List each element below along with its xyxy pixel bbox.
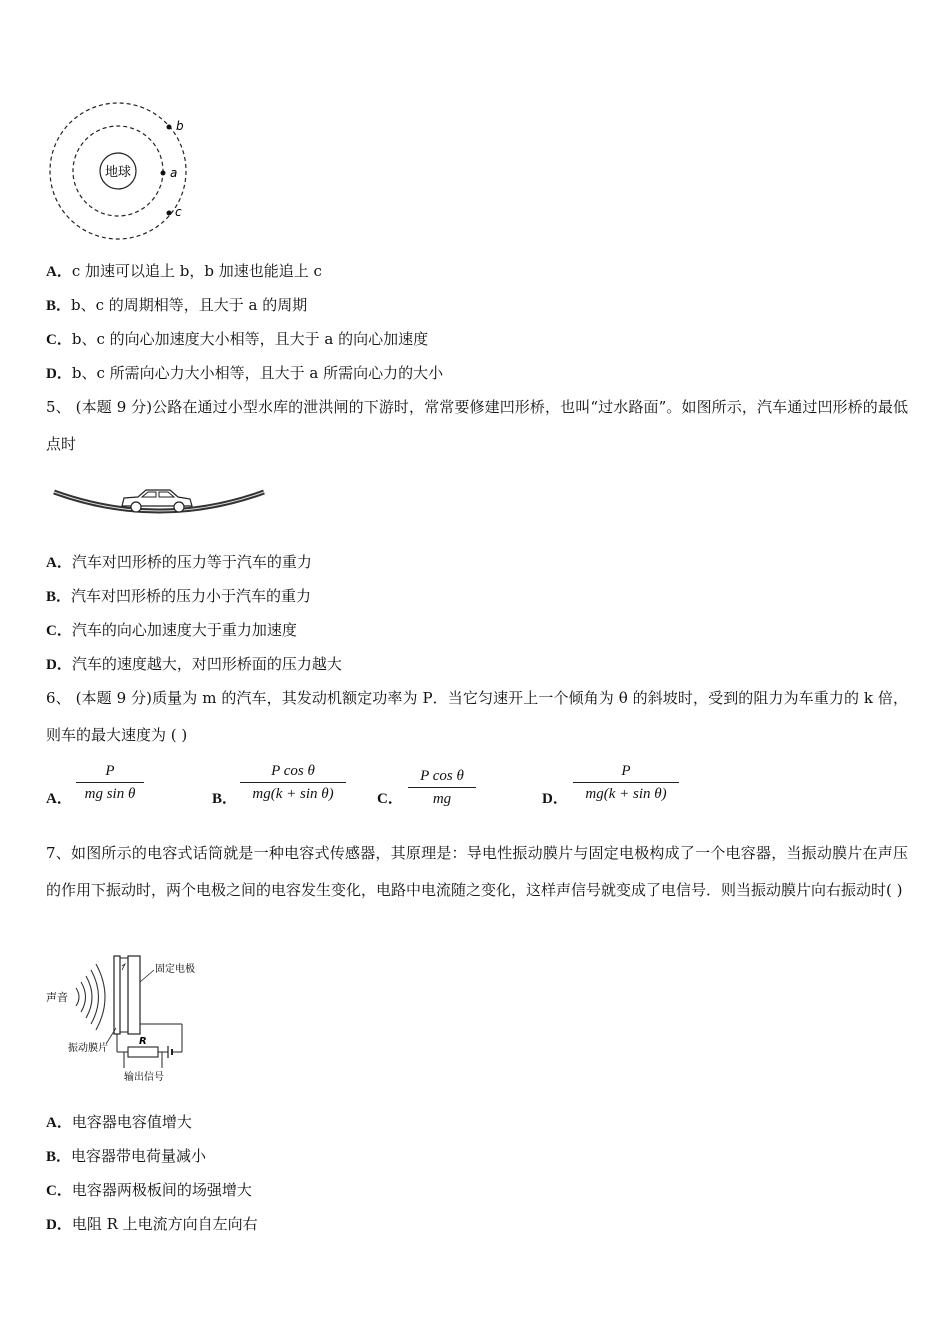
sound-waves-icon (76, 964, 105, 1030)
satellite-b (167, 125, 172, 130)
q5-option-b: B．汽车对凹形桥的压力小于汽车的重力 (46, 587, 312, 605)
q4-option-b: B．b、c 的周期相等，且大于 a 的周期 (46, 296, 308, 314)
q4-option-c: C．b、c 的向心加速度大小相等，且大于 a 的向心加速度 (46, 330, 429, 348)
resistor (128, 1047, 158, 1057)
q6-option-d-numerator: P (621, 763, 631, 779)
q6-option-b-fraction (240, 761, 346, 804)
satellite-b-label: b (176, 119, 184, 133)
satellite-c (167, 211, 172, 216)
q6-option-b-numerator: P cos θ (271, 763, 315, 779)
microphone-figure (46, 952, 206, 1086)
q4-option-d: D．b、c 所需向心力大小相等，且大于 a 所需向心力的大小 (46, 364, 444, 382)
q5-option-d: D．汽车的速度越大，对凹形桥面的压力越大 (46, 655, 342, 673)
sound-label: 声音 (46, 991, 68, 1004)
q6-option-b-letter: B． (212, 791, 238, 807)
resistor-label: R (139, 1036, 147, 1047)
q6-option-c-numerator: P cos θ (420, 768, 464, 784)
q6-option-d-denominator: mg(k + sin θ) (585, 786, 667, 802)
satellite-c-label: c (175, 205, 182, 219)
earth-label: 地球 (104, 165, 132, 180)
diaphragm-label: 振动膜片 (68, 1043, 108, 1054)
q7-stem: 7、如图所示的电容式话筒就是一种电容式传感器，其原理是：导电性振动膜片与固定电极构成了一个电容器，当振动膜片在声压的作用下振动时，两个电极之间的电容发生变化，电路中电流随之变化，这样声信号就变成了电信号．则当振动膜片向右振动时( ) (46, 844, 908, 899)
fixed-electrode (128, 956, 140, 1034)
q7-option-d: D．电阻 R 上电流方向自左向右 (46, 1215, 258, 1233)
q6-option-c-denominator: mg (432, 791, 452, 807)
output-label: 输出信号 (124, 1072, 164, 1083)
q5-option-c: C．汽车的向心加速度大于重力加速度 (46, 621, 297, 639)
q7-option-c: C．电容器两极板间的场强增大 (46, 1181, 252, 1199)
q6-option-c-fraction (408, 766, 476, 809)
q7-option-a: A．电容器电容值增大 (46, 1113, 192, 1131)
q7-option-b: B．电容器带电荷量减小 (46, 1147, 207, 1165)
fixed-electrode-label: 固定电极 (155, 964, 195, 975)
q5-stem: 5、 (本题 9 分)公路在通过小型水库的泄洪闸的下游时，常常要修建凹形桥，也叫“过水路面”。如图所示，汽车通过凹形桥的最低点时 (46, 398, 908, 453)
q6-option-d-letter: D． (542, 791, 568, 807)
orbit-figure (45, 100, 195, 242)
q6-option-a-numerator: P (105, 763, 115, 779)
diaphragm (114, 956, 120, 1034)
satellite-a-label: a (170, 166, 178, 180)
q4-option-a: A．c 加速可以追上 b，b 加速也能追上 c (46, 262, 322, 280)
satellite-a (161, 171, 166, 176)
q6-option-a-letter: A． (46, 791, 72, 807)
q6-stem: 6、 (本题 9 分)质量为 m 的汽车，其发动机额定功率为 P．当它匀速开上一个倾角为 θ 的斜坡时，受到的阻力为车重力的 k 倍，则车的最大速度为 ( ) (46, 689, 908, 744)
concave-bridge-figure (52, 484, 266, 522)
q6-option-d-fraction (573, 761, 679, 804)
q6-option-c-letter: C． (377, 791, 403, 807)
q6-option-a-denominator: mg sin θ (84, 786, 136, 802)
q6-option-a-fraction (76, 761, 144, 804)
q5-option-a: A．汽车对凹形桥的压力等于汽车的重力 (46, 553, 312, 571)
q6-option-b-denominator: mg(k + sin θ) (252, 786, 334, 802)
